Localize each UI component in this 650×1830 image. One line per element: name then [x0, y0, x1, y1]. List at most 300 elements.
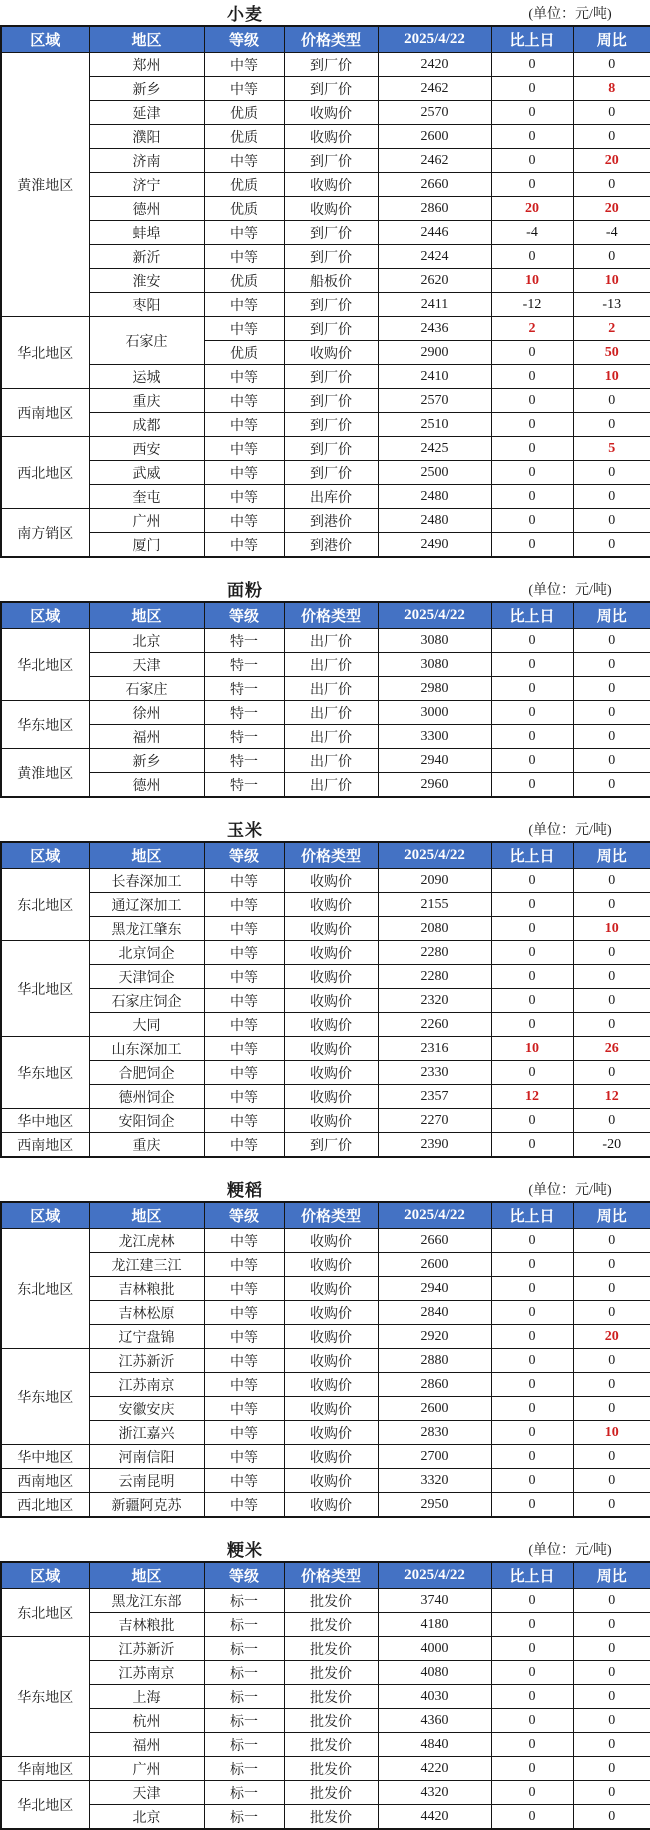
area-cell: 江苏新沂 — [89, 1637, 204, 1661]
section-title-row-japonica-rice — [0, 1536, 650, 1561]
col-header-0: 区域 — [1, 1562, 89, 1589]
week-change-cell: 0 — [573, 1685, 650, 1709]
day-change-cell: 0 — [491, 749, 573, 773]
grade-cell: 优质 — [204, 197, 284, 221]
week-change-cell: 0 — [573, 101, 650, 125]
price-type-cell: 到港价 — [284, 533, 378, 558]
day-change-cell: 0 — [491, 1397, 573, 1421]
price-type-cell: 收购价 — [284, 125, 378, 149]
grade-cell: 中等 — [204, 509, 284, 533]
header-row — [1, 1562, 650, 1589]
price-cell: 2860 — [378, 1373, 491, 1397]
col-header-1: 地区 — [89, 1202, 204, 1229]
price-table-japonica-paddy — [0, 1201, 650, 1518]
price-table-corn — [0, 841, 650, 1158]
week-change-cell: 0 — [573, 1013, 650, 1037]
week-change-cell: 0 — [573, 173, 650, 197]
area-cell: 郑州 — [89, 53, 204, 77]
area-cell: 吉林粮批 — [89, 1277, 204, 1301]
week-change-cell: 20 — [573, 149, 650, 173]
table-row — [1, 437, 650, 461]
price-type-cell: 到厂价 — [284, 413, 378, 437]
week-change-cell: 0 — [573, 653, 650, 677]
area-cell: 黑龙江东部 — [89, 1589, 204, 1613]
area-cell: 石家庄饲企 — [89, 989, 204, 1013]
day-change-cell: 0 — [491, 1229, 573, 1253]
day-change-cell: 0 — [491, 1613, 573, 1637]
table-row — [1, 1253, 650, 1277]
table-row — [1, 1445, 650, 1469]
col-header-1: 地区 — [89, 1562, 204, 1589]
table-row — [1, 1037, 650, 1061]
week-change-cell: 0 — [573, 1757, 650, 1781]
price-type-cell: 收购价 — [284, 341, 378, 365]
region-cell: 华北地区 — [1, 629, 89, 701]
day-change-cell: 12 — [491, 1085, 573, 1109]
day-change-cell: 0 — [491, 893, 573, 917]
grade-cell: 标一 — [204, 1637, 284, 1661]
grade-cell: 中等 — [204, 1397, 284, 1421]
section-japonica-rice — [0, 1536, 650, 1830]
region-cell: 华中地区 — [1, 1109, 89, 1133]
grade-cell: 中等 — [204, 1493, 284, 1518]
day-change-cell: 0 — [491, 869, 573, 893]
grade-cell: 中等 — [204, 1301, 284, 1325]
grade-cell: 中等 — [204, 1277, 284, 1301]
area-cell: 枣阳 — [89, 293, 204, 317]
grade-cell: 中等 — [204, 1037, 284, 1061]
grade-cell: 标一 — [204, 1589, 284, 1613]
price-type-cell: 到厂价 — [284, 149, 378, 173]
price-cell: 2357 — [378, 1085, 491, 1109]
col-header-0: 区域 — [1, 842, 89, 869]
table-row — [1, 1277, 650, 1301]
week-change-cell: 0 — [573, 389, 650, 413]
table-row — [1, 317, 650, 341]
price-type-cell: 收购价 — [284, 1229, 378, 1253]
week-change-cell: 0 — [573, 1373, 650, 1397]
area-cell: 上海 — [89, 1685, 204, 1709]
price-cell: 2960 — [378, 773, 491, 798]
price-type-cell: 收购价 — [284, 1373, 378, 1397]
area-cell: 天津 — [89, 653, 204, 677]
price-cell: 4320 — [378, 1781, 491, 1805]
price-type-cell: 批发价 — [284, 1613, 378, 1637]
region-cell: 华南地区 — [1, 1757, 89, 1781]
price-cell: 2840 — [378, 1301, 491, 1325]
grade-cell: 中等 — [204, 1253, 284, 1277]
day-change-cell: 0 — [491, 461, 573, 485]
unit-label: (单位：元/吨) — [528, 1182, 612, 1198]
price-cell: 2920 — [378, 1325, 491, 1349]
area-cell: 广州 — [89, 1757, 204, 1781]
grade-cell: 标一 — [204, 1685, 284, 1709]
week-change-cell: 0 — [573, 725, 650, 749]
header-row — [1, 1202, 650, 1229]
day-change-cell: 0 — [491, 773, 573, 798]
price-cell: 2980 — [378, 677, 491, 701]
price-cell: 4360 — [378, 1709, 491, 1733]
price-cell: 2410 — [378, 365, 491, 389]
price-type-cell: 收购价 — [284, 1277, 378, 1301]
unit-label: (单位：元/吨) — [528, 822, 612, 838]
week-change-cell: 12 — [573, 1085, 650, 1109]
price-cell: 2500 — [378, 461, 491, 485]
grade-cell: 中等 — [204, 1133, 284, 1158]
day-change-cell: 0 — [491, 125, 573, 149]
table-row — [1, 749, 650, 773]
area-cell: 吉林松原 — [89, 1301, 204, 1325]
day-change-cell: 20 — [491, 197, 573, 221]
week-change-cell: 0 — [573, 1637, 650, 1661]
table-row — [1, 365, 650, 389]
price-cell: 2620 — [378, 269, 491, 293]
price-cell: 2600 — [378, 1397, 491, 1421]
section-title: 面粉 — [227, 581, 263, 600]
price-type-cell: 批发价 — [284, 1661, 378, 1685]
area-cell: 徐州 — [89, 701, 204, 725]
area-cell: 黑龙江肇东 — [89, 917, 204, 941]
price-cell: 2660 — [378, 173, 491, 197]
col-header-2: 等级 — [204, 1562, 284, 1589]
grade-cell: 标一 — [204, 1709, 284, 1733]
price-type-cell: 收购价 — [284, 1013, 378, 1037]
grade-cell: 标一 — [204, 1613, 284, 1637]
table-row — [1, 125, 650, 149]
price-type-cell: 到厂价 — [284, 389, 378, 413]
col-header-1: 地区 — [89, 602, 204, 629]
week-change-cell: 0 — [573, 485, 650, 509]
day-change-cell: 0 — [491, 1469, 573, 1493]
week-change-cell: 26 — [573, 1037, 650, 1061]
price-type-cell: 收购价 — [284, 1301, 378, 1325]
area-cell: 濮阳 — [89, 125, 204, 149]
col-header-4: 2025/4/22 — [378, 842, 491, 869]
week-change-cell: 5 — [573, 437, 650, 461]
price-cell: 4840 — [378, 1733, 491, 1757]
price-type-cell: 收购价 — [284, 1325, 378, 1349]
col-header-2: 等级 — [204, 602, 284, 629]
price-type-cell: 收购价 — [284, 893, 378, 917]
table-row — [1, 509, 650, 533]
col-header-4: 2025/4/22 — [378, 1562, 491, 1589]
week-change-cell: 0 — [573, 1589, 650, 1613]
region-cell: 西南地区 — [1, 389, 89, 437]
col-header-2: 等级 — [204, 842, 284, 869]
price-type-cell: 出厂价 — [284, 653, 378, 677]
area-cell: 杭州 — [89, 1709, 204, 1733]
grade-cell: 中等 — [204, 869, 284, 893]
day-change-cell: 0 — [491, 389, 573, 413]
table-row — [1, 677, 650, 701]
price-cell: 2480 — [378, 485, 491, 509]
col-header-3: 价格类型 — [284, 26, 378, 53]
grade-cell: 中等 — [204, 533, 284, 558]
grade-cell: 中等 — [204, 989, 284, 1013]
grade-cell: 特一 — [204, 629, 284, 653]
region-cell: 黄淮地区 — [1, 749, 89, 798]
grade-cell: 特一 — [204, 725, 284, 749]
price-type-cell: 出厂价 — [284, 725, 378, 749]
price-type-cell: 收购价 — [284, 941, 378, 965]
week-change-cell: 0 — [573, 1445, 650, 1469]
table-row — [1, 941, 650, 965]
table-row — [1, 53, 650, 77]
area-cell: 德州饲企 — [89, 1085, 204, 1109]
day-change-cell: 0 — [491, 1109, 573, 1133]
area-cell: 大同 — [89, 1013, 204, 1037]
grade-cell: 中等 — [204, 461, 284, 485]
day-change-cell: 0 — [491, 725, 573, 749]
week-change-cell: 20 — [573, 1325, 650, 1349]
area-cell: 北京饲企 — [89, 941, 204, 965]
table-row — [1, 221, 650, 245]
price-type-cell: 出库价 — [284, 485, 378, 509]
day-change-cell: 0 — [491, 341, 573, 365]
day-change-cell: 0 — [491, 653, 573, 677]
region-cell: 西北地区 — [1, 1493, 89, 1518]
area-cell: 奎屯 — [89, 485, 204, 509]
price-cell: 3080 — [378, 653, 491, 677]
table-row — [1, 1061, 650, 1085]
day-change-cell: 0 — [491, 965, 573, 989]
col-header-2: 等级 — [204, 26, 284, 53]
price-type-cell: 收购价 — [284, 1493, 378, 1518]
day-change-cell: 10 — [491, 1037, 573, 1061]
area-cell: 云南昆明 — [89, 1469, 204, 1493]
week-change-cell: 0 — [573, 1229, 650, 1253]
grade-cell: 中等 — [204, 1013, 284, 1037]
day-change-cell: 0 — [491, 1325, 573, 1349]
table-row — [1, 533, 650, 558]
week-change-cell: -13 — [573, 293, 650, 317]
day-change-cell: 0 — [491, 629, 573, 653]
unit-label: (单位：元/吨) — [528, 1542, 612, 1558]
price-type-cell: 出厂价 — [284, 749, 378, 773]
col-header-5: 比上日 — [491, 842, 573, 869]
table-row — [1, 1133, 650, 1158]
table-row — [1, 1733, 650, 1757]
col-header-3: 价格类型 — [284, 842, 378, 869]
day-change-cell: 0 — [491, 1709, 573, 1733]
day-change-cell: 0 — [491, 1013, 573, 1037]
grade-cell: 中等 — [204, 1085, 284, 1109]
table-row — [1, 1685, 650, 1709]
table-row — [1, 725, 650, 749]
day-change-cell: 0 — [491, 149, 573, 173]
grade-cell: 中等 — [204, 1229, 284, 1253]
week-change-cell: -20 — [573, 1133, 650, 1158]
price-cell: 3300 — [378, 725, 491, 749]
area-cell: 重庆 — [89, 1133, 204, 1158]
table-row — [1, 1589, 650, 1613]
grade-cell: 中等 — [204, 965, 284, 989]
col-header-6: 周比 — [573, 1202, 650, 1229]
price-type-cell: 收购价 — [284, 917, 378, 941]
col-header-3: 价格类型 — [284, 602, 378, 629]
area-cell: 江苏南京 — [89, 1373, 204, 1397]
area-cell: 通辽深加工 — [89, 893, 204, 917]
table-row — [1, 1229, 650, 1253]
section-title-row-flour — [0, 576, 650, 601]
week-change-cell: 0 — [573, 1661, 650, 1685]
area-cell: 德州 — [89, 197, 204, 221]
grade-cell: 优质 — [204, 269, 284, 293]
price-type-cell: 收购价 — [284, 989, 378, 1013]
table-row — [1, 701, 650, 725]
col-header-5: 比上日 — [491, 26, 573, 53]
price-type-cell: 出厂价 — [284, 629, 378, 653]
day-change-cell: 0 — [491, 1637, 573, 1661]
day-change-cell: 0 — [491, 1805, 573, 1830]
price-cell: 2462 — [378, 149, 491, 173]
grade-cell: 标一 — [204, 1661, 284, 1685]
area-cell: 石家庄 — [89, 317, 204, 365]
price-type-cell: 收购价 — [284, 1037, 378, 1061]
table-row — [1, 1421, 650, 1445]
day-change-cell: 0 — [491, 413, 573, 437]
grade-cell: 中等 — [204, 53, 284, 77]
grade-cell: 中等 — [204, 77, 284, 101]
table-row — [1, 965, 650, 989]
region-cell: 西南地区 — [1, 1469, 89, 1493]
day-change-cell: 0 — [491, 1757, 573, 1781]
price-cell: 2420 — [378, 53, 491, 77]
price-cell: 2830 — [378, 1421, 491, 1445]
day-change-cell: 0 — [491, 701, 573, 725]
price-cell: 2436 — [378, 317, 491, 341]
price-cell: 2700 — [378, 1445, 491, 1469]
table-row — [1, 173, 650, 197]
week-change-cell: 8 — [573, 77, 650, 101]
week-change-cell: 0 — [573, 701, 650, 725]
day-change-cell: -4 — [491, 221, 573, 245]
price-type-cell: 到厂价 — [284, 1133, 378, 1158]
day-change-cell: -12 — [491, 293, 573, 317]
table-row — [1, 869, 650, 893]
day-change-cell: 0 — [491, 1493, 573, 1518]
day-change-cell: 2 — [491, 317, 573, 341]
grade-cell: 中等 — [204, 413, 284, 437]
unit-label: (单位：元/吨) — [528, 6, 612, 22]
section-title-row-corn — [0, 816, 650, 841]
section-gap — [0, 1158, 650, 1176]
area-cell: 北京 — [89, 1805, 204, 1830]
week-change-cell: 0 — [573, 965, 650, 989]
day-change-cell: 0 — [491, 1061, 573, 1085]
price-cell: 2390 — [378, 1133, 491, 1158]
week-change-cell: 2 — [573, 317, 650, 341]
table-row — [1, 1613, 650, 1637]
price-cell: 2660 — [378, 1229, 491, 1253]
price-type-cell: 收购价 — [284, 1253, 378, 1277]
price-cell: 2600 — [378, 125, 491, 149]
day-change-cell: 0 — [491, 77, 573, 101]
region-cell: 东北地区 — [1, 869, 89, 941]
area-cell: 龙江虎林 — [89, 1229, 204, 1253]
table-row — [1, 1781, 650, 1805]
day-change-cell: 0 — [491, 437, 573, 461]
price-cell: 2155 — [378, 893, 491, 917]
region-cell: 华北地区 — [1, 317, 89, 389]
day-change-cell: 0 — [491, 1349, 573, 1373]
week-change-cell: 0 — [573, 629, 650, 653]
table-row — [1, 485, 650, 509]
table-row — [1, 1325, 650, 1349]
week-change-cell: -4 — [573, 221, 650, 245]
day-change-cell: 0 — [491, 245, 573, 269]
grade-cell: 优质 — [204, 125, 284, 149]
price-cell: 2950 — [378, 1493, 491, 1518]
region-cell: 东北地区 — [1, 1589, 89, 1637]
day-change-cell: 10 — [491, 269, 573, 293]
week-change-cell: 0 — [573, 125, 650, 149]
area-cell: 武威 — [89, 461, 204, 485]
day-change-cell: 0 — [491, 1589, 573, 1613]
grade-cell: 标一 — [204, 1805, 284, 1830]
grade-cell: 特一 — [204, 653, 284, 677]
area-cell: 成都 — [89, 413, 204, 437]
table-row — [1, 1373, 650, 1397]
price-type-cell: 收购价 — [284, 869, 378, 893]
area-cell: 山东深加工 — [89, 1037, 204, 1061]
region-cell: 华东地区 — [1, 1637, 89, 1757]
week-change-cell: 0 — [573, 1733, 650, 1757]
day-change-cell: 0 — [491, 917, 573, 941]
region-cell: 西南地区 — [1, 1133, 89, 1158]
section-corn — [0, 816, 650, 1158]
price-cell: 2510 — [378, 413, 491, 437]
price-cell: 4420 — [378, 1805, 491, 1830]
area-cell: 新疆阿克苏 — [89, 1493, 204, 1518]
col-header-0: 区域 — [1, 1202, 89, 1229]
grade-cell: 中等 — [204, 317, 284, 341]
price-table-flour — [0, 601, 650, 798]
col-header-4: 2025/4/22 — [378, 1202, 491, 1229]
price-cell: 2600 — [378, 1253, 491, 1277]
area-cell: 天津 — [89, 1781, 204, 1805]
section-flour — [0, 576, 650, 798]
grade-cell: 中等 — [204, 245, 284, 269]
price-type-cell: 收购价 — [284, 1397, 378, 1421]
table-row — [1, 917, 650, 941]
table-row — [1, 77, 650, 101]
grade-cell: 优质 — [204, 341, 284, 365]
day-change-cell: 0 — [491, 941, 573, 965]
col-header-0: 区域 — [1, 26, 89, 53]
price-cell: 4220 — [378, 1757, 491, 1781]
table-row — [1, 149, 650, 173]
price-cell: 3740 — [378, 1589, 491, 1613]
grade-cell: 优质 — [204, 173, 284, 197]
area-cell: 吉林粮批 — [89, 1613, 204, 1637]
area-cell: 安徽安庆 — [89, 1397, 204, 1421]
week-change-cell: 50 — [573, 341, 650, 365]
day-change-cell: 0 — [491, 173, 573, 197]
grade-cell: 标一 — [204, 1757, 284, 1781]
area-cell: 济宁 — [89, 173, 204, 197]
price-type-cell: 到厂价 — [284, 437, 378, 461]
grade-cell: 标一 — [204, 1781, 284, 1805]
price-table-wheat — [0, 25, 650, 558]
price-table-japonica-rice — [0, 1561, 650, 1830]
grade-cell: 优质 — [204, 101, 284, 125]
day-change-cell: 0 — [491, 1253, 573, 1277]
week-change-cell: 0 — [573, 1493, 650, 1518]
region-cell: 华东地区 — [1, 1349, 89, 1445]
grade-cell: 中等 — [204, 149, 284, 173]
col-header-6: 周比 — [573, 842, 650, 869]
